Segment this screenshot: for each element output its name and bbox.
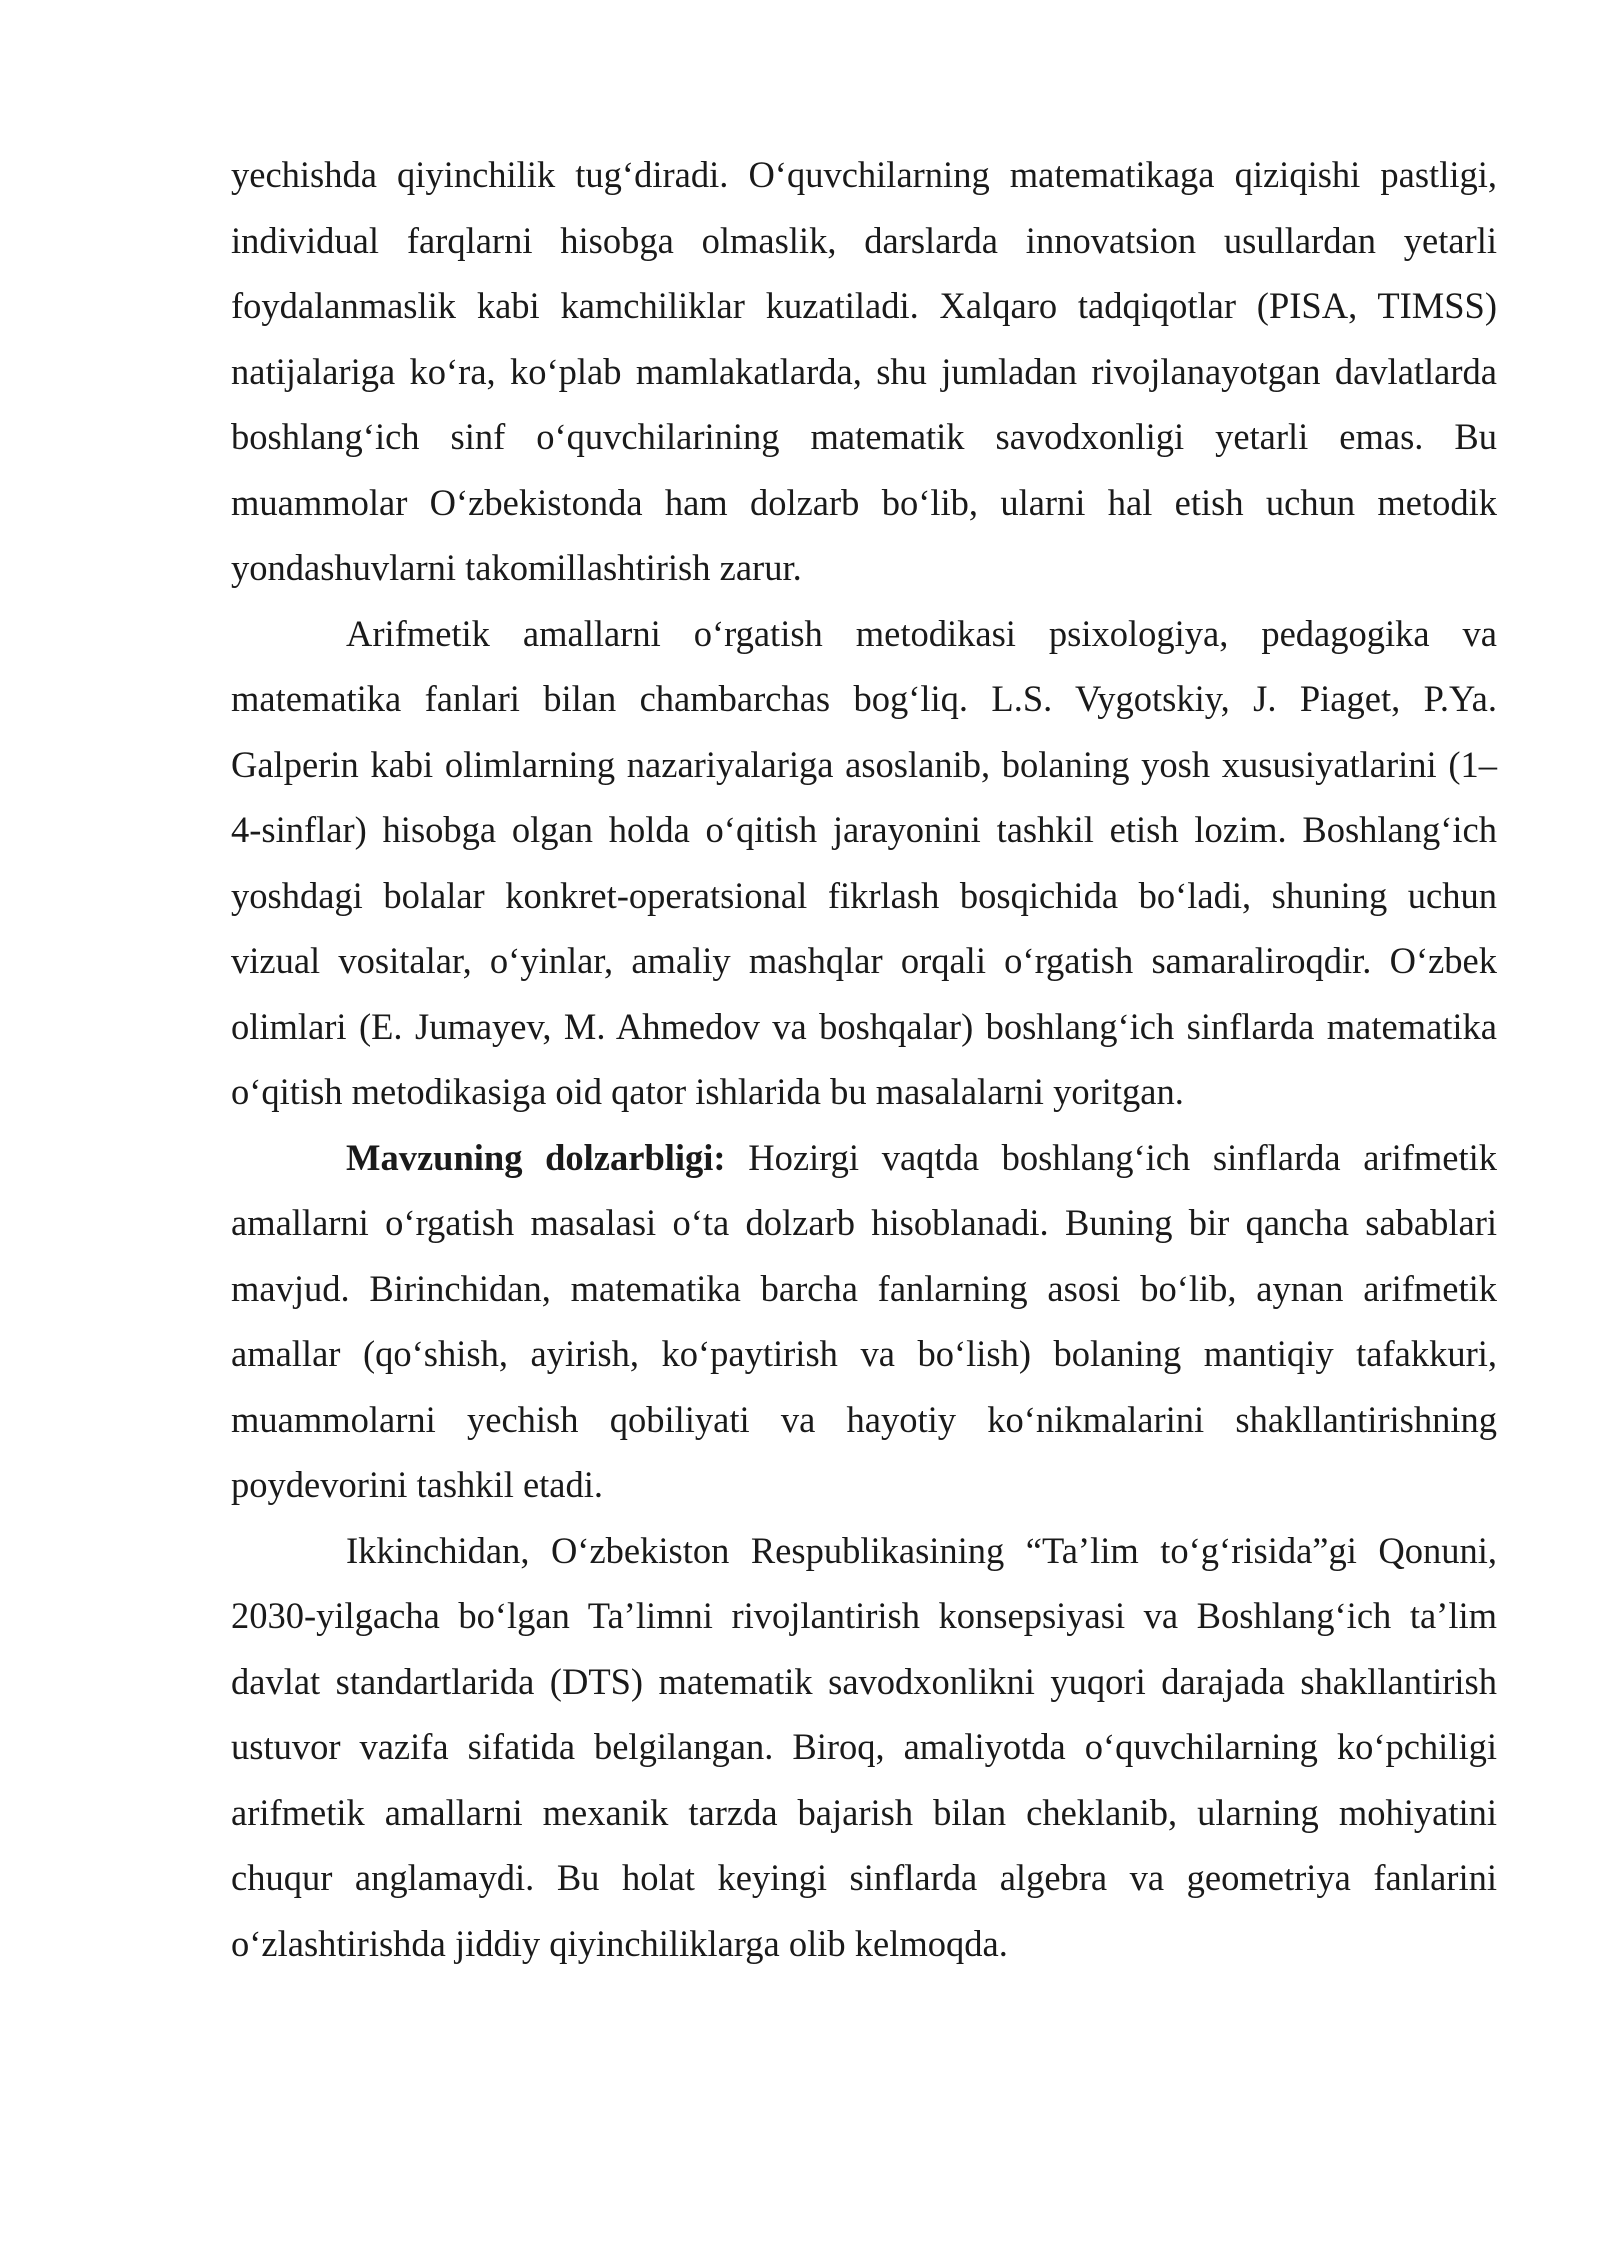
paragraph-3-text: Hozirgi vaqtda boshlang‘ich sinflarda arifmetik amallarni o‘rgatish masalasi o‘ta dolzarb hisoblanadi. Buning bir qancha sabablari mavjud. Birinchidan, matematika barcha fanlarning asosi bo‘lib, aynan arifmetik amallar (qo‘shish, ayirish, ko‘paytirish va bo‘lish) bolaning mantiqiy tafakkuri, muammolarni yechish qobiliyati va hayotiy ko‘nikmalarini shakllantirishning poydevorini tashkil etadi. [231, 1136, 1497, 1505]
paragraph-2-text: Arifmetik amallarni o‘rgatish metodikasi psixologiya, pedagogika va matematika fanlari bilan chambarchas bog‘liq. L.S. Vygotskiy, J. Piaget, P.Ya. Galperin kabi olimlarning nazariyalariga asoslanib, bolaning yosh xususiyatlarini (1–4-sinflar) hisobga olgan holda o‘qitish jarayonini tashkil etish lozim. Boshlang‘ich yoshdagi bolalar konkret-operatsional fikrlash bosqichida bo‘ladi, shuning uchun vizual vositalar, o‘yinlar, amaliy mashqlar orqali o‘rgatish samaraliroqdir. O‘zbek olimlari (E. Jumayev, M. Ahmedov va boshqalar) boshlang‘ich sinflarda matematika o‘qitish metodikasiga oid qator ishlarida bu masalalarni yoritgan. [231, 612, 1497, 1112]
paragraph-3 [231, 1125, 1497, 1518]
paragraph-2 [231, 601, 1497, 1125]
section-heading-lead: Mavzuning dolzarbligi: [346, 1136, 726, 1178]
paragraph-4-text: Ikkinchidan, O‘zbekiston Respublikasining “Ta’lim to‘g‘risida”gi Qonuni, 2030-yilgacha bo‘lgan Ta’limni rivojlantirish konsepsiyasi va Boshlang‘ich ta’lim davlat standartlarida (DTS) matematik savodxonlikni yuqori darajada shakllantirish ustuvor vazifa sifatida belgilangan. Biroq, amaliyotda o‘quvchilarning ko‘pchiligi arifmetik amallarni mexanik tarzda bajarish bilan cheklanib, ularning mohiyatini chuqur anglamaydi. Bu holat keyingi sinflarda algebra va geometriya fanlarini o‘zlashtirishda jiddiy qiyinchiliklarga olib kelmoqda. [231, 1529, 1497, 1964]
paragraph-1-text: yechishda qiyinchilik tug‘diradi. O‘quvchilarning matematikaga qiziqishi pastligi, individual farqlarni hisobga olmaslik, darslarda innovatsion usullardan yetarli foydalanmaslik kabi kamchiliklar kuzatiladi. Xalqaro tadqiqotlar (PISA, TIMSS) natijalariga ko‘ra, ko‘plab mamlakatlarda, shu jumladan rivojlanayotgan davlatlarda boshlang‘ich sinf o‘quvchilarining matematik savodxonligi yetarli emas. Bu muammolar O‘zbekistonda ham dolzarb bo‘lib, ularni hal etish uchun metodik yondashuvlarni takomillashtirish zarur. [231, 154, 1497, 588]
body-text [231, 142, 1497, 1976]
paragraph-4 [231, 1518, 1497, 1977]
paragraph-1 [231, 142, 1497, 601]
